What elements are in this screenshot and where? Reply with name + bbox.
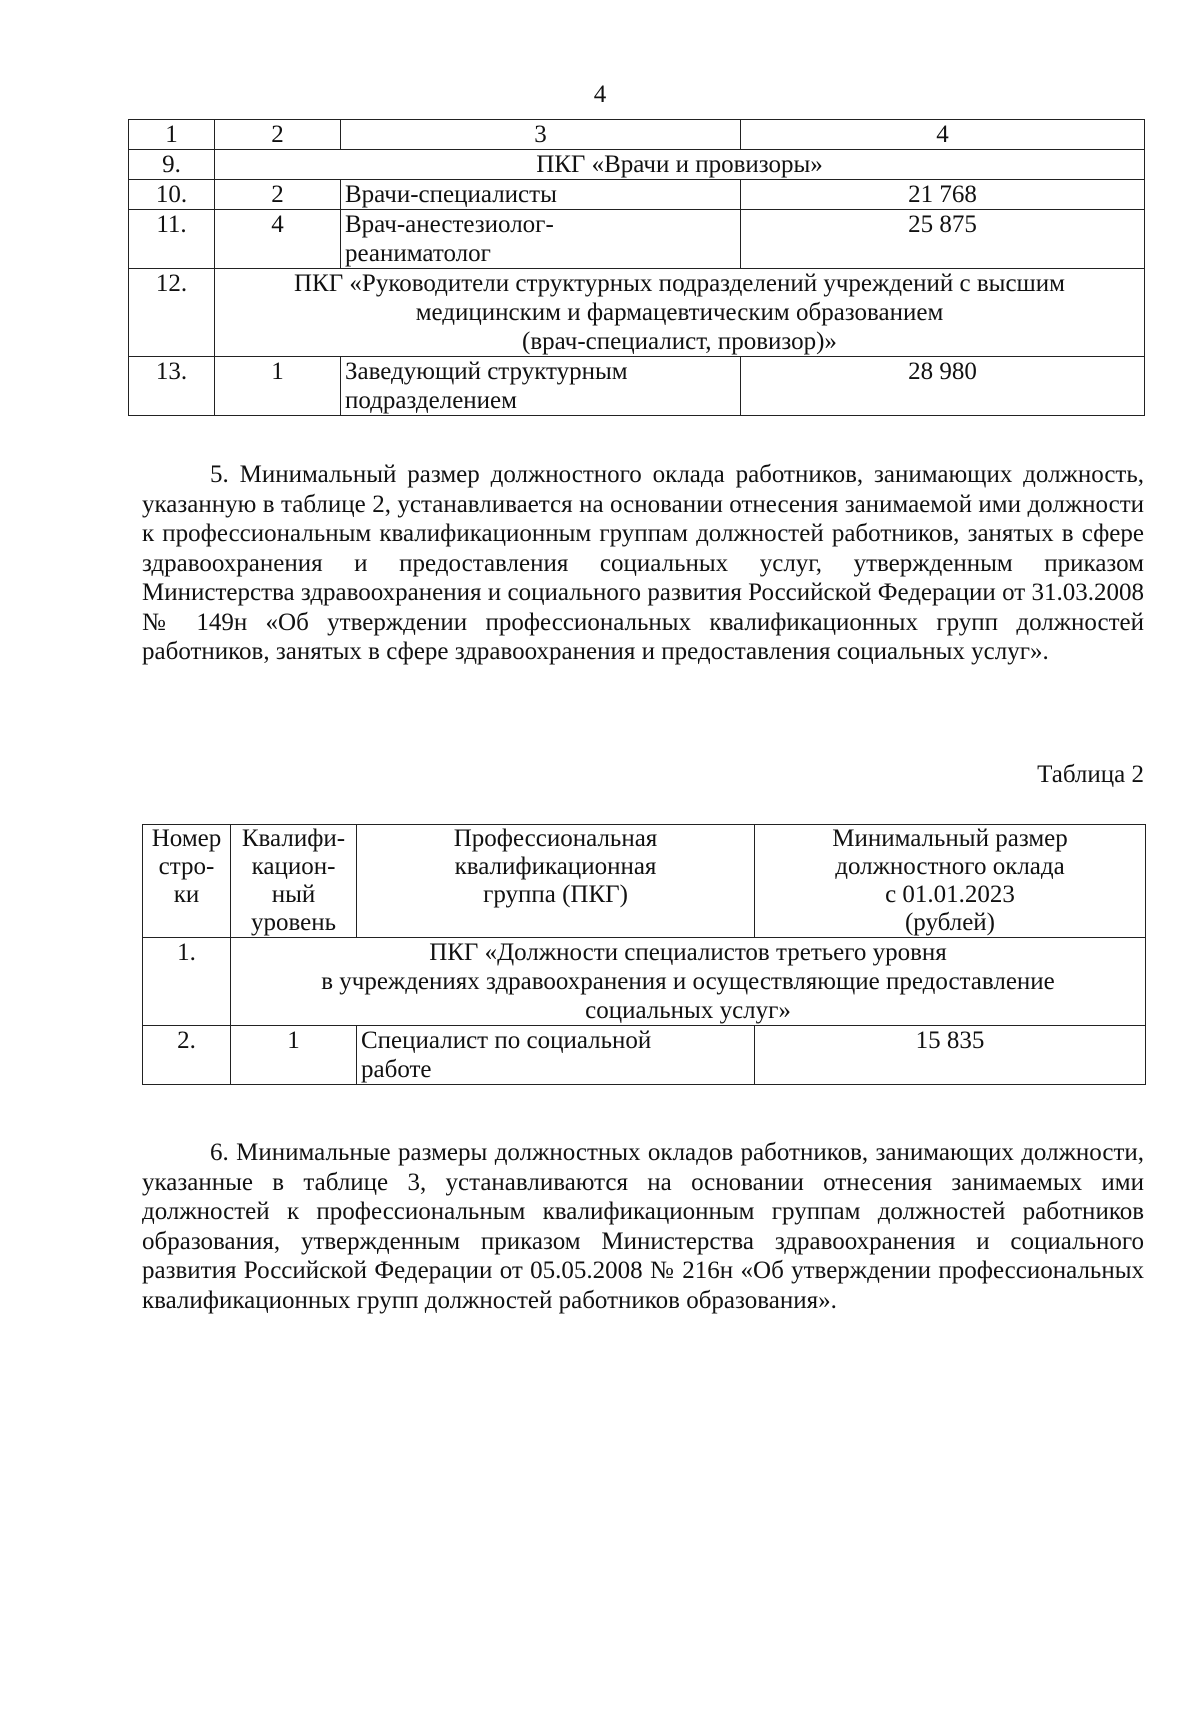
table-row [129, 150, 1145, 180]
paragraph-5: 5. Минимальный размер должностного оклада работников, занимающих должность, указанную в таблице 2, устанавливается на основании отнесения занимаемой ими должности к профессиональным квалификационным группам должностей работников, занятых в сфере здравоохранения и предоставления социальных услуг, утвержденным приказом Министерства здравоохранения и социального развития Российской Федерации от 31.03.2008 № 149н «Об утверждении профессиональных квалификационных групп должностей работников, занятых в сфере здравоохранения и предоставления социальных услуг». [142, 461, 1144, 665]
header-minimum-salary [755, 825, 1146, 938]
row-number: 13. [129, 357, 215, 416]
position-line: подразделением [345, 387, 517, 414]
row-number: 12. [129, 269, 215, 357]
group-title-line: социальных услуг» [585, 997, 791, 1024]
row-number: 2. [143, 1026, 231, 1085]
position-name [341, 180, 741, 210]
position-name [341, 357, 741, 416]
qualification-group-title [215, 150, 1145, 180]
position-line: Заведующий структурным [345, 358, 628, 385]
header-line: с 01.01.2023 [885, 881, 1015, 908]
header-line: Номер [151, 825, 222, 852]
salary-value: 21 768 [741, 180, 1145, 210]
salary-table-2 [142, 824, 1146, 1085]
position-line: Врачи-специалисты [345, 181, 557, 208]
table-row [129, 180, 1145, 210]
header-line: Квалифи- [241, 825, 346, 852]
column-number-3: 3 [341, 120, 741, 150]
salary-value: 25 875 [741, 210, 1145, 269]
table-header-row [143, 825, 1146, 938]
header-line: квалификационная [454, 853, 657, 880]
row-number: 1. [143, 938, 231, 1026]
header-line: (рублей) [904, 909, 996, 936]
qualification-group-title [215, 269, 1145, 357]
header-qualification-group [357, 825, 755, 938]
position-line: Врач-анестезиолог- [345, 211, 554, 238]
row-number: 11. [129, 210, 215, 269]
column-number-4: 4 [741, 120, 1145, 150]
group-title-line: в учреждениях здравоохранения и осуществляющие предоставление [321, 968, 1055, 995]
table-2-caption: Таблица 2 [1037, 761, 1144, 788]
header-line: стро- [158, 853, 215, 880]
header-line: Минимальный размер [832, 825, 1068, 852]
header-line: должностного оклада [835, 853, 1065, 880]
table-row [143, 938, 1146, 1026]
qualification-level: 2 [215, 180, 341, 210]
position-line: реаниматолог [345, 240, 491, 267]
salary-table-continuation [128, 119, 1145, 416]
table-row [129, 357, 1145, 416]
header-line: кацион- [251, 853, 336, 880]
paragraph-6: 6. Минимальные размеры должностных окладов работников, занимающих должности, указанные в таблице 3, устанавливаются на основании отнесения занимаемых ими должностей к профессиональным квалификационным группам должностей работников образования, утвержденным приказом Министерства здравоохранения и социального развития Российской Федерации от 05.05.2008 № 216н «Об утверждении профессиональных квалификационных групп должностей работников образования». [142, 1139, 1144, 1314]
row-number: 10. [129, 180, 215, 210]
position-line: работе [361, 1056, 432, 1083]
row-number: 9. [129, 150, 215, 180]
header-qualification-level [231, 825, 357, 938]
qualification-level: 1 [215, 357, 341, 416]
header-line: ки [173, 881, 200, 908]
position-line: Специалист по социальной [361, 1027, 652, 1054]
position-name [357, 1026, 755, 1085]
column-number-1: 1 [129, 120, 215, 150]
header-line: уровень [250, 909, 337, 936]
qualification-level: 4 [215, 210, 341, 269]
group-title-line: ПКГ «Врачи и провизоры» [536, 151, 823, 178]
group-title-line: (врач-специалист, провизор)» [522, 328, 837, 355]
table-row [129, 269, 1145, 357]
page-number: 4 [593, 81, 607, 108]
header-row-number [143, 825, 231, 938]
group-title-line: медицинским и фармацевтическим образованием [415, 299, 944, 326]
salary-value: 28 980 [741, 357, 1145, 416]
position-name [341, 210, 741, 269]
header-line: группа (ПКГ) [483, 881, 628, 908]
group-title-line: ПКГ «Должности специалистов третьего уровня [429, 939, 947, 966]
table-row [143, 1026, 1146, 1085]
group-title-line: ПКГ «Руководители структурных подразделений учреждений с высшим [294, 270, 1065, 297]
qualification-group-title [231, 938, 1146, 1026]
qualification-level: 1 [231, 1026, 357, 1085]
table-row [129, 210, 1145, 269]
table-header-row [129, 120, 1145, 150]
column-number-2: 2 [215, 120, 341, 150]
header-line: ный [271, 881, 316, 908]
salary-value: 15 835 [755, 1026, 1146, 1085]
header-line: Профессиональная [453, 825, 658, 852]
